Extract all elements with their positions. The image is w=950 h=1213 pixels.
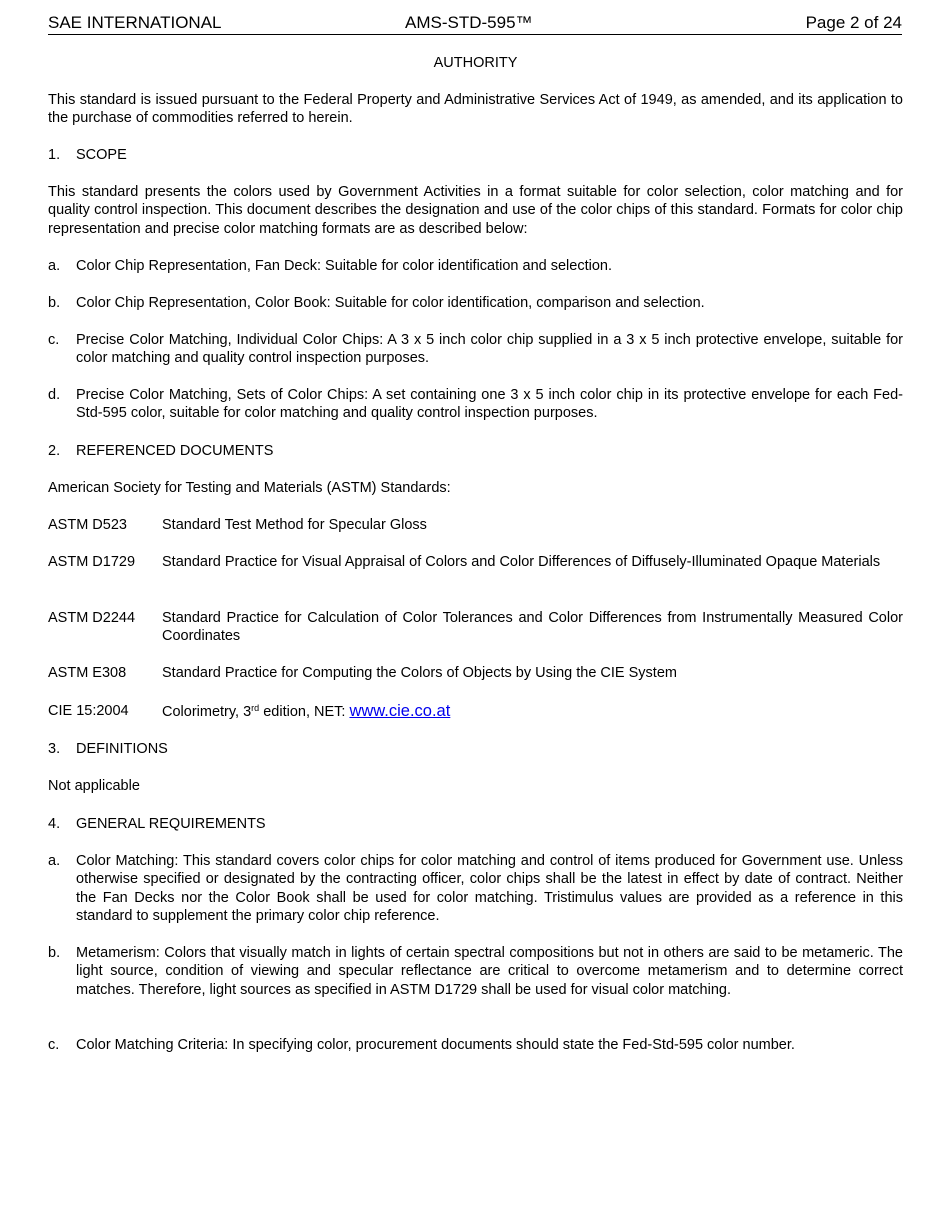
section-number: 2. xyxy=(48,443,61,459)
list-item-text: Color Matching: This standard covers color chips for color matching and control of items produced for Government use. Unless otherwise specified or designated by the contracting officer, color chips shall be the latest in effect by date of contract. Neither the Fan Decks nor the Color Book shall be used for color matching. Tristimulus values are provided as a reference in this standard to supplement the primary color chip reference. xyxy=(76,853,903,924)
requirement-item xyxy=(48,1036,903,1054)
definitions-text: Not applicable xyxy=(48,778,140,794)
reference-title: Standard Practice for Calculation of Color Tolerances and Color Differences from Instrumentally Measured Color Coordinates xyxy=(162,610,903,645)
scope-list-item xyxy=(48,386,903,423)
section-title: GENERAL REQUIREMENTS xyxy=(76,816,266,832)
reference-title xyxy=(162,702,903,721)
section-title: DEFINITIONS xyxy=(76,741,168,757)
reference-code: ASTM D1729 xyxy=(48,554,136,570)
scope-heading xyxy=(48,146,903,164)
scope-intro-paragraph: This standard presents the colors used by Government Activities in a format suitable for color selection, color matching and for quality control inspection. This document describes the designation and use of the color chips of this standard. Formats for color chip representation and precise color matching formats are as described below: xyxy=(48,184,903,237)
reference-entry xyxy=(48,553,903,571)
reference-code: CIE 15:2004 xyxy=(48,703,129,719)
section-title: REFERENCED DOCUMENTS xyxy=(76,443,274,459)
scope-list-item xyxy=(48,257,903,275)
references-intro: American Society for Testing and Materials (ASTM) Standards: xyxy=(48,480,451,496)
list-item-text: Metamerism: Colors that visually match in lights of certain spectral compositions but not in others are said to be metameric. The light source, condition of viewing and specular reflectance are critical to overcome metamerism and to determine correct matches. Therefore, light sources as specified in ASTM D1729 shall be used for visual color matching. xyxy=(76,945,903,998)
section-number: 1. xyxy=(48,147,61,163)
header-page-number: Page 2 of 24 xyxy=(805,13,902,32)
reference-entry-cie xyxy=(48,702,903,721)
header-document-id: AMS-STD-595™ xyxy=(405,13,533,32)
reference-entry xyxy=(48,609,903,646)
section-number: 4. xyxy=(48,816,61,832)
header-publisher: SAE INTERNATIONAL xyxy=(48,13,222,32)
reference-title-text: edition, NET: xyxy=(259,704,350,720)
reference-code: ASTM D2244 xyxy=(48,610,136,626)
requirement-item xyxy=(48,944,903,999)
reference-code: ASTM D523 xyxy=(48,517,127,533)
cie-website-link[interactable]: www.cie.co.at xyxy=(349,702,451,720)
authority-heading: AUTHORITY xyxy=(433,55,518,71)
list-item-text: Precise Color Matching, Individual Color Chips: A 3 x 5 inch color chip supplied in a 3 x 5 inch protective envelope, suitable for color matching and quality control inspection purposes. xyxy=(76,332,903,367)
list-item-text: Color Chip Representation, Color Book: Suitable for color identification, comparison and selection. xyxy=(76,295,705,311)
section-title: SCOPE xyxy=(76,147,127,163)
reference-entry xyxy=(48,664,903,682)
ordinal-suffix: rd xyxy=(251,703,260,713)
reference-code: ASTM E308 xyxy=(48,665,127,681)
list-item-label: b. xyxy=(48,945,61,961)
requirement-item xyxy=(48,852,903,925)
reference-title-text: Colorimetry, 3 xyxy=(162,704,252,720)
list-item-label: a. xyxy=(48,258,61,274)
list-item-label: d. xyxy=(48,387,61,403)
scope-list-item xyxy=(48,331,903,368)
references-heading xyxy=(48,442,903,460)
list-item-text: Precise Color Matching, Sets of Color Chips: A set containing one 3 x 5 inch color chip in its protective envelope for each Fed-Std-595 color, suitable for color matching and quality control inspection purposes. xyxy=(76,387,903,422)
list-item-label: c. xyxy=(48,1037,60,1053)
page-header xyxy=(48,12,902,35)
list-item-label: a. xyxy=(48,853,61,869)
section-number: 3. xyxy=(48,741,61,757)
list-item-label: c. xyxy=(48,332,60,348)
list-item-text: Color Matching Criteria: In specifying color, procurement documents should state the Fed-Std-595 color number. xyxy=(76,1037,795,1053)
definitions-heading xyxy=(48,740,903,758)
list-item-label: b. xyxy=(48,295,61,311)
reference-title: Standard Practice for Visual Appraisal of Colors and Color Differences of Diffusely-Illuminated Opaque Materials xyxy=(162,554,881,570)
authority-paragraph: This standard is issued pursuant to the Federal Property and Administrative Services Act of 1949, as amended, and its application to the purchase of commodities referred to herein. xyxy=(48,92,903,127)
reference-title: Standard Practice for Computing the Colors of Objects by Using the CIE System xyxy=(162,665,677,681)
reference-title: Standard Test Method for Specular Gloss xyxy=(162,517,427,533)
list-item-text: Color Chip Representation, Fan Deck: Suitable for color identification and selection. xyxy=(76,258,612,274)
general-requirements-heading xyxy=(48,815,903,833)
scope-list-item xyxy=(48,294,903,312)
reference-entry xyxy=(48,516,903,534)
